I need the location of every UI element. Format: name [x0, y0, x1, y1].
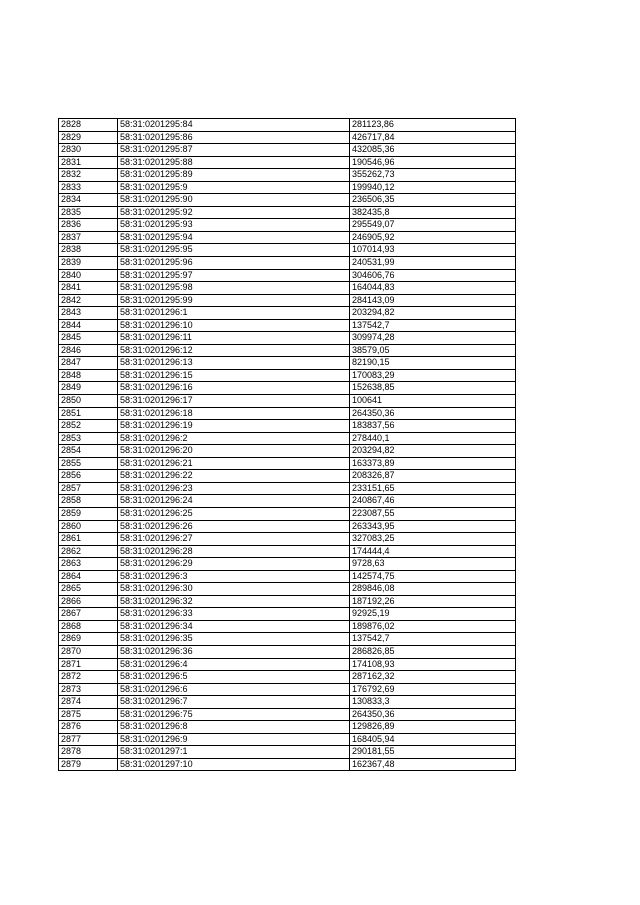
row-number-cell: 2857: [59, 482, 118, 495]
cadastral-number-cell: 58:31:0201296:6: [118, 683, 350, 696]
table-row: [59, 558, 516, 571]
table-row: [59, 683, 516, 696]
table-row: [59, 746, 516, 759]
cadastral-number-cell: 58:31:0201296:35: [118, 633, 350, 646]
table-row: [59, 231, 516, 244]
table-row: [59, 470, 516, 483]
value-cell: 264350,36: [350, 708, 516, 721]
row-number-cell: 2835: [59, 206, 118, 219]
table-row: [59, 319, 516, 332]
row-number-cell: 2832: [59, 169, 118, 182]
value-cell: 9728,63: [350, 558, 516, 571]
value-cell: 164044,83: [350, 282, 516, 295]
value-cell: 240531,99: [350, 257, 516, 270]
table-row: [59, 382, 516, 395]
table-row: [59, 708, 516, 721]
value-cell: 190546,96: [350, 156, 516, 169]
cadastral-number-cell: 58:31:0201296:30: [118, 583, 350, 596]
row-number-cell: 2843: [59, 307, 118, 320]
value-cell: 82190,15: [350, 357, 516, 370]
row-number-cell: 2833: [59, 181, 118, 194]
value-cell: 163373,89: [350, 457, 516, 470]
row-number-cell: 2837: [59, 231, 118, 244]
row-number-cell: 2865: [59, 583, 118, 596]
value-cell: 107014,93: [350, 244, 516, 257]
row-number-cell: 2836: [59, 219, 118, 232]
cadastral-number-cell: 58:31:0201296:26: [118, 520, 350, 533]
table-row: [59, 420, 516, 433]
table-row: [59, 269, 516, 282]
row-number-cell: 2879: [59, 758, 118, 771]
value-cell: 327083,25: [350, 533, 516, 546]
table-row: [59, 533, 516, 546]
value-cell: 199940,12: [350, 181, 516, 194]
row-number-cell: 2848: [59, 369, 118, 382]
table-row: [59, 194, 516, 207]
row-number-cell: 2876: [59, 721, 118, 734]
value-cell: 289846,08: [350, 583, 516, 596]
row-number-cell: 2863: [59, 558, 118, 571]
table-row: [59, 357, 516, 370]
row-number-cell: 2872: [59, 671, 118, 684]
cadastral-number-cell: 58:31:0201296:2: [118, 432, 350, 445]
table-row: [59, 131, 516, 144]
cadastral-number-cell: 58:31:0201296:1: [118, 307, 350, 320]
value-cell: 170083,29: [350, 369, 516, 382]
row-number-cell: 2853: [59, 432, 118, 445]
row-number-cell: 2858: [59, 495, 118, 508]
value-cell: 152638,85: [350, 382, 516, 395]
cadastral-number-cell: 58:31:0201296:17: [118, 395, 350, 408]
row-number-cell: 2849: [59, 382, 118, 395]
value-cell: 287162,32: [350, 671, 516, 684]
cadastral-number-cell: 58:31:0201295:96: [118, 257, 350, 270]
row-number-cell: 2830: [59, 144, 118, 157]
data-table: [58, 118, 516, 771]
value-cell: 130833,3: [350, 696, 516, 709]
table-row: [59, 156, 516, 169]
cadastral-number-cell: 58:31:0201297:10: [118, 758, 350, 771]
cadastral-number-cell: 58:31:0201296:24: [118, 495, 350, 508]
cadastral-number-cell: 58:31:0201296:27: [118, 533, 350, 546]
value-cell: 236506,35: [350, 194, 516, 207]
cadastral-number-cell: 58:31:0201295:93: [118, 219, 350, 232]
table-row: [59, 369, 516, 382]
cadastral-number-cell: 58:31:0201296:33: [118, 608, 350, 621]
table-row: [59, 257, 516, 270]
table-row: [59, 721, 516, 734]
value-cell: 137542,7: [350, 319, 516, 332]
table-row: [59, 119, 516, 132]
cadastral-number-cell: 58:31:0201296:7: [118, 696, 350, 709]
table-row: [59, 344, 516, 357]
table-body: [59, 119, 516, 771]
value-cell: 208326,87: [350, 470, 516, 483]
cadastral-number-cell: 58:31:0201295:90: [118, 194, 350, 207]
cadastral-number-cell: 58:31:0201296:13: [118, 357, 350, 370]
table-row: [59, 332, 516, 345]
value-cell: 278440,1: [350, 432, 516, 445]
row-number-cell: 2874: [59, 696, 118, 709]
table-row: [59, 244, 516, 257]
cadastral-number-cell: 58:31:0201296:20: [118, 445, 350, 458]
value-cell: 246905,92: [350, 231, 516, 244]
row-number-cell: 2829: [59, 131, 118, 144]
row-number-cell: 2839: [59, 257, 118, 270]
cadastral-number-cell: 58:31:0201295:99: [118, 294, 350, 307]
cadastral-number-cell: 58:31:0201296:34: [118, 620, 350, 633]
cadastral-number-cell: 58:31:0201296:29: [118, 558, 350, 571]
cadastral-number-cell: 58:31:0201295:86: [118, 131, 350, 144]
table-row: [59, 395, 516, 408]
row-number-cell: 2854: [59, 445, 118, 458]
value-cell: 142574,75: [350, 570, 516, 583]
row-number-cell: 2847: [59, 357, 118, 370]
row-number-cell: 2845: [59, 332, 118, 345]
table-row: [59, 608, 516, 621]
cadastral-number-cell: 58:31:0201296:4: [118, 658, 350, 671]
cadastral-number-cell: 58:31:0201295:94: [118, 231, 350, 244]
table-row: [59, 645, 516, 658]
cadastral-number-cell: 58:31:0201296:8: [118, 721, 350, 734]
table-row: [59, 583, 516, 596]
cadastral-number-cell: 58:31:0201296:32: [118, 595, 350, 608]
table-row: [59, 495, 516, 508]
row-number-cell: 2859: [59, 507, 118, 520]
value-cell: 355262,73: [350, 169, 516, 182]
cadastral-number-cell: 58:31:0201296:16: [118, 382, 350, 395]
row-number-cell: 2873: [59, 683, 118, 696]
table-row: [59, 432, 516, 445]
table-row: [59, 445, 516, 458]
table-row: [59, 633, 516, 646]
table-row: [59, 671, 516, 684]
row-number-cell: 2856: [59, 470, 118, 483]
cadastral-number-cell: 58:31:0201296:11: [118, 332, 350, 345]
value-cell: 432085,36: [350, 144, 516, 157]
table-row: [59, 545, 516, 558]
row-number-cell: 2877: [59, 733, 118, 746]
table-row: [59, 219, 516, 232]
row-number-cell: 2850: [59, 395, 118, 408]
table-row: [59, 570, 516, 583]
row-number-cell: 2855: [59, 457, 118, 470]
value-cell: 290181,55: [350, 746, 516, 759]
value-cell: 223087,55: [350, 507, 516, 520]
cadastral-number-cell: 58:31:0201296:15: [118, 369, 350, 382]
table-row: [59, 206, 516, 219]
table-row: [59, 307, 516, 320]
table-row: [59, 282, 516, 295]
row-number-cell: 2841: [59, 282, 118, 295]
cadastral-number-cell: 58:31:0201296:19: [118, 420, 350, 433]
value-cell: 137542,7: [350, 633, 516, 646]
cadastral-number-cell: 58:31:0201296:9: [118, 733, 350, 746]
row-number-cell: 2846: [59, 344, 118, 357]
cadastral-number-cell: 58:31:0201295:97: [118, 269, 350, 282]
table-row: [59, 696, 516, 709]
cadastral-number-cell: 58:31:0201296:75: [118, 708, 350, 721]
row-number-cell: 2866: [59, 595, 118, 608]
table-row: [59, 294, 516, 307]
row-number-cell: 2860: [59, 520, 118, 533]
table-row: [59, 520, 516, 533]
row-number-cell: 2878: [59, 746, 118, 759]
cadastral-number-cell: 58:31:0201295:95: [118, 244, 350, 257]
cadastral-number-cell: 58:31:0201296:28: [118, 545, 350, 558]
value-cell: 162367,48: [350, 758, 516, 771]
value-cell: 240867,46: [350, 495, 516, 508]
cadastral-number-cell: 58:31:0201295:9: [118, 181, 350, 194]
row-number-cell: 2875: [59, 708, 118, 721]
cadastral-number-cell: 58:31:0201296:25: [118, 507, 350, 520]
row-number-cell: 2851: [59, 407, 118, 420]
row-number-cell: 2864: [59, 570, 118, 583]
table-row: [59, 733, 516, 746]
value-cell: 189876,02: [350, 620, 516, 633]
row-number-cell: 2838: [59, 244, 118, 257]
cadastral-number-cell: 58:31:0201296:21: [118, 457, 350, 470]
table-row: [59, 407, 516, 420]
table-row: [59, 595, 516, 608]
cadastral-number-cell: 58:31:0201295:84: [118, 119, 350, 132]
value-cell: 176792,69: [350, 683, 516, 696]
value-cell: 203294,82: [350, 307, 516, 320]
value-cell: 100641: [350, 395, 516, 408]
value-cell: 92925,19: [350, 608, 516, 621]
table-row: [59, 181, 516, 194]
cadastral-number-cell: 58:31:0201296:23: [118, 482, 350, 495]
row-number-cell: 2828: [59, 119, 118, 132]
row-number-cell: 2871: [59, 658, 118, 671]
cadastral-number-cell: 58:31:0201296:22: [118, 470, 350, 483]
value-cell: 281123,86: [350, 119, 516, 132]
cadastral-number-cell: 58:31:0201295:92: [118, 206, 350, 219]
row-number-cell: 2834: [59, 194, 118, 207]
cadastral-number-cell: 58:31:0201296:18: [118, 407, 350, 420]
value-cell: 38579,05: [350, 344, 516, 357]
row-number-cell: 2862: [59, 545, 118, 558]
value-cell: 129826,89: [350, 721, 516, 734]
value-cell: 284143,09: [350, 294, 516, 307]
value-cell: 203294,82: [350, 445, 516, 458]
row-number-cell: 2842: [59, 294, 118, 307]
value-cell: 263343,95: [350, 520, 516, 533]
cadastral-number-cell: 58:31:0201296:12: [118, 344, 350, 357]
value-cell: 168405,94: [350, 733, 516, 746]
row-number-cell: 2852: [59, 420, 118, 433]
value-cell: 426717,84: [350, 131, 516, 144]
row-number-cell: 2870: [59, 645, 118, 658]
value-cell: 295549,07: [350, 219, 516, 232]
cadastral-number-cell: 58:31:0201296:3: [118, 570, 350, 583]
table-row: [59, 482, 516, 495]
table-row: [59, 507, 516, 520]
row-number-cell: 2867: [59, 608, 118, 621]
row-number-cell: 2844: [59, 319, 118, 332]
cadastral-number-cell: 58:31:0201295:87: [118, 144, 350, 157]
cadastral-number-cell: 58:31:0201296:36: [118, 645, 350, 658]
value-cell: 309974,28: [350, 332, 516, 345]
value-cell: 174108,93: [350, 658, 516, 671]
table-row: [59, 620, 516, 633]
value-cell: 304606,76: [350, 269, 516, 282]
table-row: [59, 144, 516, 157]
cadastral-number-cell: 58:31:0201296:5: [118, 671, 350, 684]
table-row: [59, 758, 516, 771]
cadastral-number-cell: 58:31:0201296:10: [118, 319, 350, 332]
value-cell: 174444,4: [350, 545, 516, 558]
row-number-cell: 2869: [59, 633, 118, 646]
cadastral-number-cell: 58:31:0201297:1: [118, 746, 350, 759]
cadastral-number-cell: 58:31:0201295:98: [118, 282, 350, 295]
value-cell: 183837,56: [350, 420, 516, 433]
table-row: [59, 658, 516, 671]
row-number-cell: 2868: [59, 620, 118, 633]
value-cell: 382435,8: [350, 206, 516, 219]
row-number-cell: 2861: [59, 533, 118, 546]
table-row: [59, 169, 516, 182]
row-number-cell: 2840: [59, 269, 118, 282]
cadastral-number-cell: 58:31:0201295:89: [118, 169, 350, 182]
value-cell: 286826,85: [350, 645, 516, 658]
row-number-cell: 2831: [59, 156, 118, 169]
table-row: [59, 457, 516, 470]
value-cell: 187192,26: [350, 595, 516, 608]
value-cell: 264350,36: [350, 407, 516, 420]
cadastral-number-cell: 58:31:0201295:88: [118, 156, 350, 169]
value-cell: 233151,65: [350, 482, 516, 495]
